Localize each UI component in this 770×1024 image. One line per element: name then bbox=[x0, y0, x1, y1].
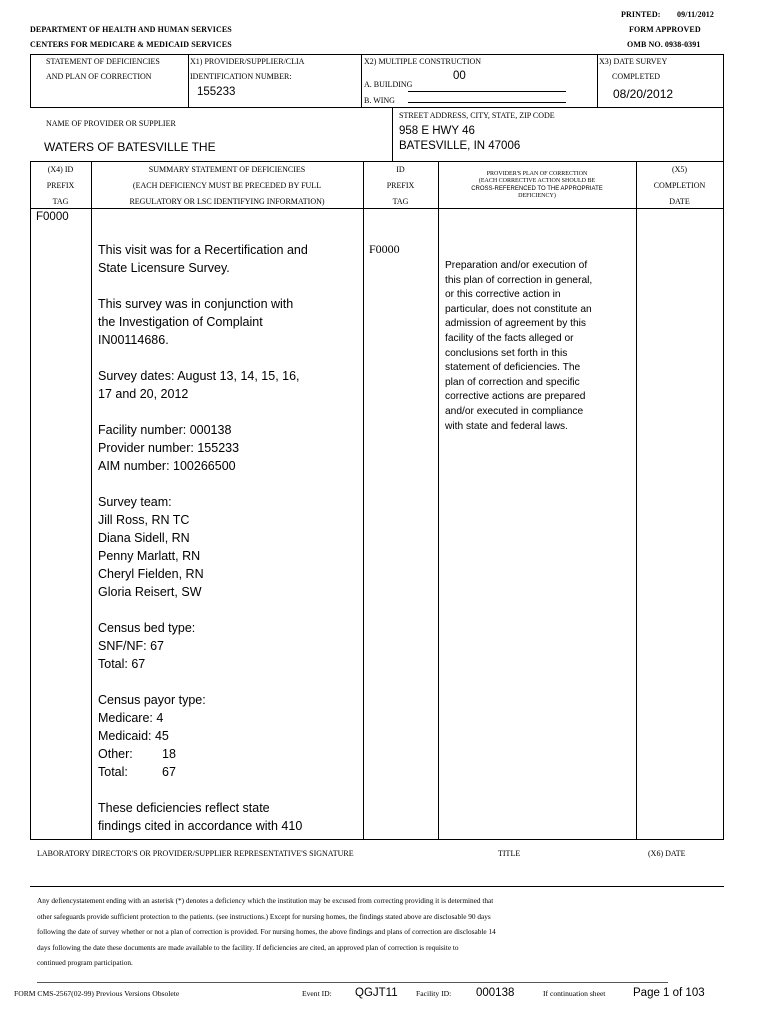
id-header-2: PREFIX bbox=[386, 181, 415, 190]
summary-line: findings cited in accordance with 410 bbox=[98, 819, 303, 833]
divider-address bbox=[392, 107, 393, 161]
plan-header-4: DEFICIENCY) bbox=[518, 193, 556, 200]
plan-line: Preparation and/or execution of bbox=[445, 260, 588, 271]
plan-line: statement of deficiencies. The bbox=[445, 362, 581, 374]
summary-line: Medicare: 4 bbox=[98, 711, 164, 725]
address-line-1: 958 E HWY 46 bbox=[399, 125, 475, 137]
disclaimer-line: days following the date these documents are made available to the facility. If deficiencies are cited, an approved plan of correction is requisite to bbox=[37, 942, 459, 952]
table-left-border bbox=[30, 161, 31, 839]
summary-line: These deficiencies reflect state bbox=[98, 801, 270, 815]
summary-paragraph-7 bbox=[98, 691, 360, 781]
summary-line: the Investigation of Complaint bbox=[98, 315, 263, 329]
col-divider-4 bbox=[636, 161, 637, 839]
summary-line: Facility number: 000138 bbox=[98, 423, 232, 437]
x1-label-2: IDENTIFICATION NUMBER: bbox=[190, 72, 292, 81]
col-divider-1 bbox=[91, 161, 92, 839]
summary-line: Jill Ross, RN TC bbox=[98, 513, 190, 527]
summary-line: Total: bbox=[98, 765, 128, 779]
plan-line: with state and federal laws. bbox=[445, 420, 568, 432]
plan-header bbox=[438, 171, 636, 201]
box-top-border bbox=[30, 54, 724, 55]
plan-line: and/or executed in compliance bbox=[445, 405, 584, 417]
x4-header-2: PREFIX bbox=[46, 181, 75, 190]
summary-line: 17 and 20, 2012 bbox=[98, 387, 189, 401]
x4-header-3: TAG bbox=[52, 197, 69, 206]
summary-line: Penny Marlatt, RN bbox=[98, 549, 201, 563]
statement-label-2: AND PLAN OF CORRECTION bbox=[46, 72, 152, 81]
summary-line: Diana Sidell, RN bbox=[98, 531, 190, 545]
printed-date: 09/11/2012 bbox=[677, 10, 715, 19]
id-header-1: ID bbox=[396, 165, 405, 174]
form-number: FORM CMS-2567(02-99) Previous Versions Obsolete bbox=[14, 989, 180, 998]
provider-name: WATERS OF BATESVILLE THE bbox=[44, 140, 216, 154]
summary-statement bbox=[98, 241, 360, 853]
plan-header-1: PROVIDER'S PLAN OF CORRECTION bbox=[486, 171, 588, 177]
plan-line: plan of correction and specific bbox=[445, 376, 580, 388]
wing-underline bbox=[408, 102, 566, 103]
survey-date: 08/20/2012 bbox=[613, 87, 674, 101]
facility-id-label: Facility ID: bbox=[416, 989, 452, 998]
building-underline bbox=[408, 91, 566, 92]
summary-line: IN00114686. bbox=[98, 333, 169, 347]
signature-divider bbox=[30, 886, 724, 887]
summary-line: Medicaid: 45 bbox=[98, 729, 169, 743]
plan-line: facility of the facts alleged or bbox=[445, 332, 574, 344]
provider-id: 155233 bbox=[197, 86, 236, 98]
summary-line: State Licensure Survey. bbox=[98, 261, 230, 275]
x4-header-1: (X4) ID bbox=[47, 165, 74, 174]
row-divider-2 bbox=[30, 161, 724, 162]
divider-x3 bbox=[597, 54, 598, 107]
statement-label-1: STATEMENT OF DEFICIENCIES bbox=[46, 57, 160, 66]
provider-name-label: NAME OF PROVIDER OR SUPPLIER bbox=[46, 119, 176, 128]
building-label: A. BUILDING bbox=[364, 80, 413, 89]
col-divider-3 bbox=[438, 161, 439, 839]
x3-label-2: COMPLETED bbox=[612, 72, 660, 81]
building-value: 00 bbox=[453, 70, 466, 82]
printed-label: PRINTED: bbox=[621, 10, 661, 19]
id-header-3: TAG bbox=[392, 197, 409, 206]
x1-label-1: X1) PROVIDER/SUPPLIER/CLIA bbox=[190, 57, 305, 66]
x5-header-2: COMPLETION bbox=[653, 181, 706, 190]
plan-header-3: CROSS-REFERENCED TO THE APPROPRIATE bbox=[471, 185, 603, 192]
omb-number: OMB NO. 0938-0391 bbox=[627, 40, 701, 49]
plan-of-correction bbox=[445, 259, 633, 434]
x3-label-1: X3) DATE SURVEY bbox=[599, 57, 668, 66]
plan-line: particular, does not constitute an bbox=[445, 303, 592, 315]
address-line-2: BATESVILLE, IN 47006 bbox=[399, 140, 521, 152]
col-divider-2 bbox=[363, 161, 364, 839]
box-left-border bbox=[30, 54, 31, 107]
continuation-label: If continuation sheet bbox=[543, 989, 606, 998]
table-right-border bbox=[723, 161, 724, 839]
disclaimer-line: Any defiencystatement ending with an asterisk (*) denotes a deficiency which the institution may be excused from correcting providing it is determined that bbox=[37, 896, 494, 905]
x5-header-1: (X5) bbox=[671, 165, 688, 174]
divider-x1 bbox=[188, 54, 189, 107]
summary-line: Provider number: 155233 bbox=[98, 441, 240, 455]
summary-line: SNF/NF: 67 bbox=[98, 639, 164, 653]
box-right-border bbox=[723, 54, 724, 162]
summary-paragraph-5 bbox=[98, 493, 360, 601]
x2-label: X2) MULTIPLE CONSTRUCTION bbox=[364, 57, 482, 66]
centers-name: CENTERS FOR MEDICARE & MEDICAID SERVICES bbox=[30, 40, 232, 49]
summary-paragraph-2 bbox=[98, 295, 360, 349]
summary-line: This visit was for a Recertification and bbox=[98, 243, 308, 257]
summary-paragraph-6 bbox=[98, 619, 360, 673]
row-divider-1 bbox=[30, 107, 724, 108]
wing-label: B. WING bbox=[364, 96, 395, 105]
disclaimer-line: following the date of survey whether or not a plan of correction is provided. For nursing homes, the above findings and plans of correction are disclosable 14 bbox=[37, 927, 496, 937]
summary-paragraph-8 bbox=[98, 799, 360, 835]
tag-prefix-right: F0000 bbox=[369, 242, 400, 256]
plan-line: or this corrective action in bbox=[445, 289, 561, 301]
summary-line: Census bed type: bbox=[98, 621, 196, 635]
summary-line: 67 bbox=[162, 765, 176, 779]
x5-header-3: DATE bbox=[669, 197, 690, 206]
divider-x2 bbox=[361, 54, 362, 107]
summary-header-3: REGULATORY OR LSC IDENTIFYING INFORMATION) bbox=[129, 197, 325, 206]
plan-line: corrective actions are prepared bbox=[445, 391, 586, 403]
form-approved: FORM APPROVED bbox=[629, 25, 701, 34]
summary-line: This survey was in conjunction with bbox=[98, 297, 294, 311]
director-signature-label: LABORATORY DIRECTOR'S OR PROVIDER/SUPPLIER REPRESENTATIVE'S SIGNATURE bbox=[37, 849, 354, 858]
disclaimer-line: other safeguards provide sufficient protection to the patients. (see instructions.) Except for nursing homes, the findings stated above are disclosable 90 days bbox=[37, 911, 491, 921]
event-id-value: QGJT11 bbox=[355, 987, 398, 999]
plan-line: admission of agreement by this bbox=[445, 318, 586, 330]
date-label: (X6) DATE bbox=[648, 849, 686, 858]
tag-prefix-left: F0000 bbox=[36, 211, 69, 223]
page-number: Page 1 of 103 bbox=[633, 987, 705, 999]
summary-line: Other: bbox=[98, 747, 133, 761]
summary-paragraph-4 bbox=[98, 421, 360, 475]
summary-line: Survey dates: August 13, 14, 15, 16, bbox=[98, 369, 300, 383]
title-label: TITLE bbox=[498, 849, 521, 858]
summary-header-1: SUMMARY STATEMENT OF DEFICIENCIES bbox=[148, 165, 306, 174]
summary-line: Survey team: bbox=[98, 495, 172, 509]
summary-line: Total: 67 bbox=[98, 657, 146, 671]
summary-paragraph-1 bbox=[98, 241, 360, 277]
summary-header-2: (EACH DEFICIENCY MUST BE PRECEDED BY FULL bbox=[132, 181, 322, 190]
disclaimer-line: continued program participation. bbox=[37, 958, 133, 968]
department-name: DEPARTMENT OF HEALTH AND HUMAN SERVICES bbox=[30, 25, 232, 34]
summary-paragraph-3 bbox=[98, 367, 360, 403]
summary-line: Gloria Reisert, SW bbox=[98, 585, 202, 599]
address-label: STREET ADDRESS, CITY, STATE, ZIP CODE bbox=[399, 111, 555, 120]
disclaimer bbox=[37, 893, 723, 971]
plan-line: conclusions set forth in this bbox=[445, 347, 568, 359]
plan-line: this plan of correction in general, bbox=[445, 274, 593, 286]
header-row-divider bbox=[30, 208, 724, 209]
footer-divider bbox=[37, 982, 668, 983]
facility-id-value: 000138 bbox=[476, 987, 515, 999]
summary-line: 18 bbox=[162, 747, 176, 761]
summary-line: Cheryl Fielden, RN bbox=[98, 567, 204, 581]
summary-line: Census payor type: bbox=[98, 693, 206, 707]
plan-header-2: (EACH CORRECTIVE ACTION SHOULD BE bbox=[478, 178, 596, 185]
summary-line: AIM number: 100266500 bbox=[98, 459, 236, 473]
event-id-label: Event ID: bbox=[302, 989, 332, 998]
